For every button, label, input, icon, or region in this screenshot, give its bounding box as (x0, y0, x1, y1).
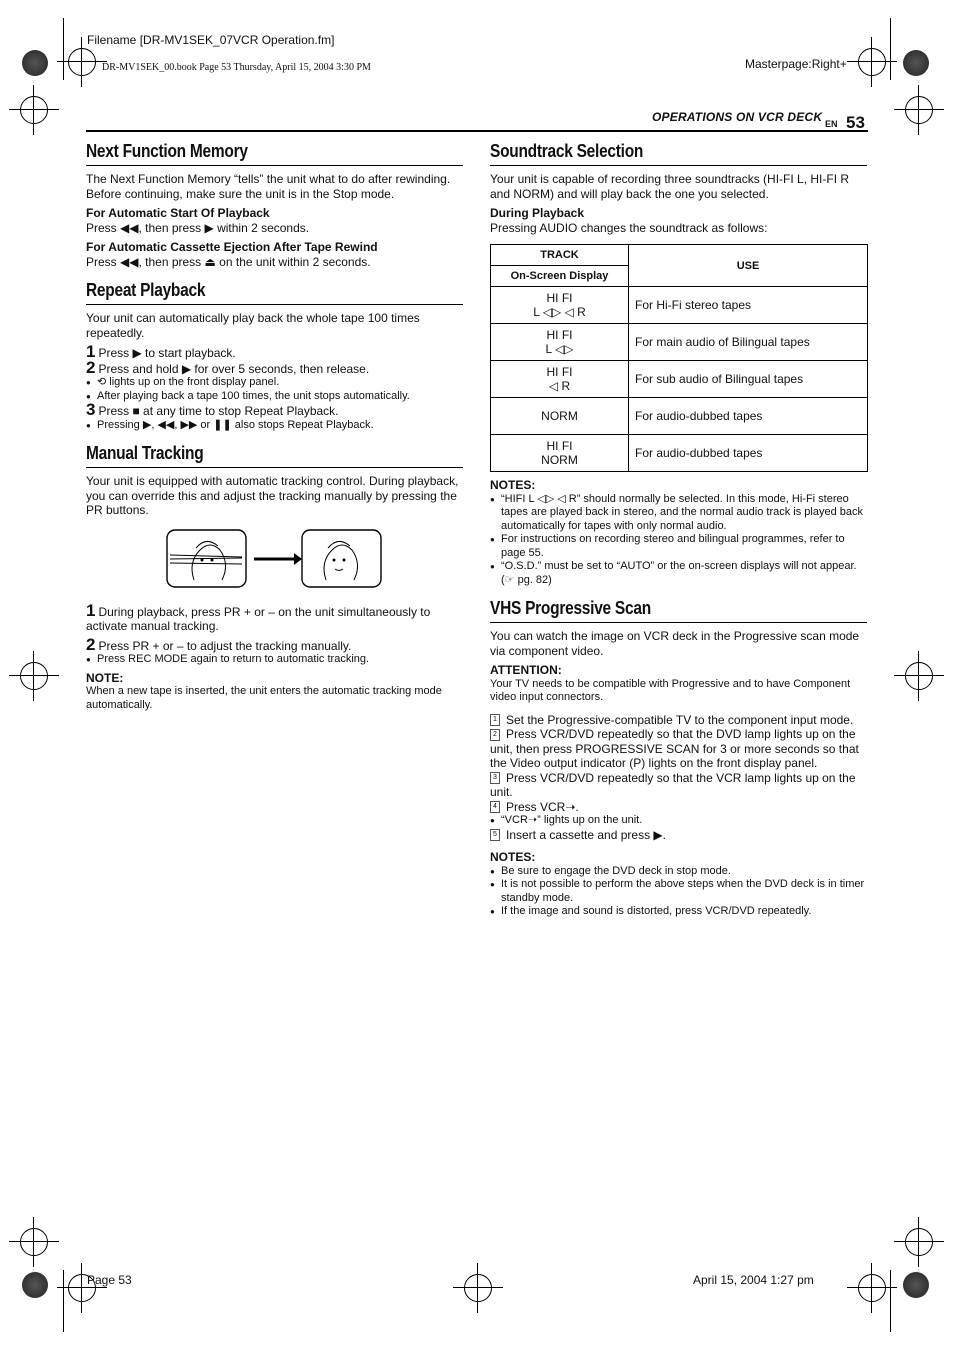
step-item (490, 713, 867, 728)
bullet-item: ● Be sure to engage the DVD deck in stop mode. (490, 865, 867, 879)
bullet-item: ● ⟲ lights up on the front display panel. (86, 376, 463, 390)
step-number: 4 (490, 801, 500, 813)
bullet-item: ● “HIFI L ◁▷ ◁ R” should normally be selected. In this mode, Hi-Fi stereo tapes are played back in stereo, and the normal audio track is played back automatically for tapes with only normal audio. (490, 493, 867, 534)
track-cell: NORM (541, 453, 578, 467)
header-rule (86, 130, 868, 132)
use-cell: For Hi-Fi stereo tapes (629, 287, 868, 324)
bullet-item: ● For instructions on recording stereo and bilingual programmes, refer to page 55. (490, 533, 867, 560)
table-row (491, 324, 868, 361)
bullet-item: ● “O.S.D.” must be set to “AUTO” or the on-screen displays will not appear. (☞ pg. 82) (490, 560, 867, 587)
track-cell: L ◁▷ (545, 342, 574, 356)
step-item (490, 727, 867, 771)
step-item: 2 Press PR + or – to adjust the tracking manually. (86, 634, 352, 654)
bullet-item: ● Press REC MODE again to return to automatic tracking. (86, 653, 463, 667)
filename-label: Filename [DR-MV1SEK_07VCR Operation.fm] (87, 33, 335, 47)
section-title: Manual Tracking (86, 443, 204, 463)
section-rule (86, 467, 463, 468)
step-item (490, 771, 867, 800)
track-cell: HI FI (546, 291, 573, 305)
trim-mark (63, 18, 64, 80)
use-cell: For audio-dubbed tapes (629, 435, 868, 472)
footer-page: Page 53 (87, 1273, 132, 1287)
bullet-item: ● After playing back a tape 100 times, the unit stops automatically. (86, 390, 463, 404)
registration-mark (20, 662, 48, 690)
track-cell: ◁ R (548, 379, 571, 393)
step-text: Press VCR➝. (506, 799, 579, 814)
registration-mark (905, 1228, 933, 1256)
step-text: Press ■ at any time to stop Repeat Playback. (98, 404, 339, 418)
paragraph: Your unit can automatically play back the whole tape 100 times repeatedly. (86, 311, 420, 340)
step-text: Press VCR/DVD repeatedly so that the VCR lamp lights up on the unit. (490, 770, 856, 799)
section-title: Soundtrack Selection (490, 141, 644, 161)
trim-mark (890, 18, 891, 80)
notes-heading: NOTES: (490, 478, 536, 492)
section-title: Repeat Playback (86, 280, 206, 300)
bullet-item: ● “VCR➝” lights up on the unit. (490, 814, 867, 828)
table-header-osd: On-Screen Display (491, 266, 629, 287)
registration-disc (903, 1272, 929, 1298)
footer-date: April 15, 2004 1:27 pm (693, 1273, 814, 1287)
section-title: Next Function Memory (86, 141, 248, 161)
section-rule (490, 622, 867, 623)
attention-text: Your TV needs to be compatible with Progressive and to have Component video input connectors. (490, 677, 851, 703)
use-cell: For sub audio of Bilingual tapes (629, 361, 868, 398)
trim-mark (63, 1270, 64, 1332)
section-rule (86, 165, 463, 166)
step-item (490, 828, 867, 843)
page-number: 53 (846, 113, 865, 132)
section-title: VHS Progressive Scan (490, 598, 651, 618)
step-item: 2 Press and hold ▶ for over 5 seconds, then release. (86, 357, 370, 377)
use-cell: For audio-dubbed tapes (629, 398, 868, 435)
section-rule (86, 304, 463, 305)
section-rule (490, 165, 867, 166)
step-item (490, 800, 867, 815)
step-number: 2 (490, 729, 500, 741)
paragraph: Pressing AUDIO changes the soundtrack as follows: (490, 220, 768, 235)
registration-mark (858, 1274, 886, 1302)
step-text: Press PR + or – to adjust the tracking manually. (98, 638, 352, 653)
registration-disc (22, 1272, 48, 1298)
registration-mark (464, 1274, 492, 1302)
registration-disc (903, 50, 929, 76)
step-text: Press VCR/DVD repeatedly so that the DVD lamp lights up on the unit, then press PROGRESSIVE SCAN for 3 or more seconds so that the Video output indicator (P) lights on the front display panel. (490, 727, 859, 770)
paragraph: The Next Function Memory “tells” the unit what to do after rewinding. Before continuing, make sure the unit is in the Stop mode. (86, 172, 451, 201)
attention-heading: ATTENTION: (490, 663, 562, 677)
tracking-illustration (166, 528, 463, 596)
step-number: 5 (490, 829, 500, 841)
step-text: Press and hold ▶ for over 5 seconds, then release. (98, 361, 370, 376)
table-header-use: USE (629, 245, 868, 287)
trim-mark (890, 1270, 891, 1332)
table-row (491, 361, 868, 398)
left-column (86, 140, 463, 712)
registration-mark (905, 96, 933, 124)
note-heading: NOTE: (86, 670, 124, 685)
masterpage-label: Masterpage:Right+ (745, 57, 847, 71)
track-cell: HI FI (546, 365, 573, 379)
right-column (490, 140, 867, 919)
book-info: DR-MV1SEK_00.book Page 53 Thursday, April 15, 2004 3:30 PM (102, 62, 371, 73)
step-text: Set the Progressive-compatible TV to the component input mode. (506, 712, 854, 727)
step-text: Insert a cassette and press ▶. (506, 827, 666, 842)
subheading: During Playback (490, 206, 585, 220)
registration-mark (68, 48, 96, 76)
section-header: OPERATIONS ON VCR DECK (652, 110, 823, 124)
table-header-track: TRACK (491, 245, 629, 266)
registration-mark (905, 662, 933, 690)
soundtrack-table (490, 244, 868, 472)
track-cell: NORM (541, 409, 578, 423)
paragraph: You can watch the image on VCR deck in the Progressive scan mode via component video. (490, 629, 860, 658)
paragraph: Press ◀◀, then press ⏏ on the unit within 2 seconds. (86, 254, 371, 269)
subheading: For Automatic Start Of Playback (86, 206, 270, 220)
step-number: 3 (490, 772, 500, 784)
use-cell: For main audio of Bilingual tapes (629, 324, 868, 361)
table-row (491, 435, 868, 472)
bullet-item: ● Pressing ▶, ◀◀, ▶▶ or ❚❚ also stops Repeat Playback. (86, 419, 463, 433)
registration-mark (20, 96, 48, 124)
table-row (491, 398, 868, 435)
paragraph: Your unit is equipped with automatic tracking control. During playback, you can override this and adjust the tracking manually by pressing the PR buttons. (86, 474, 459, 517)
step-item: 1 During playback, press PR + or – on the unit simultaneously to activate manual tracking. (86, 600, 431, 633)
note-text: When a new tape is inserted, the unit enters the automatic tracking mode automatically. (86, 685, 442, 711)
track-cell: HI FI (546, 439, 573, 453)
step-number: 1 (490, 714, 500, 726)
track-cell: L ◁▷ ◁ R (533, 305, 586, 319)
registration-mark (20, 1228, 48, 1256)
step-item: 1 Press ▶ to start playback. (86, 342, 236, 361)
notes-heading: NOTES: (490, 850, 536, 864)
step-item: 3 Press ■ at any time to stop Repeat Playback. (86, 400, 339, 419)
language-tag: EN (825, 119, 838, 129)
subheading: For Automatic Cassette Ejection After Tape Rewind (86, 240, 378, 254)
step-text: During playback, press PR + or – on the unit simultaneously to activate manual tracking. (86, 604, 431, 633)
paragraph: Your unit is capable of recording three soundtracks (HI-FI L, HI-FI R and NORM) and will play back the one you selected. (490, 172, 850, 201)
registration-disc (22, 50, 48, 76)
bullet-item: ● If the image and sound is distorted, press VCR/DVD repeatedly. (490, 905, 867, 919)
registration-mark (858, 48, 886, 76)
table-row (491, 287, 868, 324)
step-text: Press ▶ to start playback. (98, 346, 236, 360)
paragraph: Press ◀◀, then press ▶ within 2 seconds. (86, 220, 310, 235)
bullet-item: ● It is not possible to perform the above steps when the DVD deck is in timer standby mode. (490, 878, 867, 905)
track-cell: HI FI (546, 328, 573, 342)
